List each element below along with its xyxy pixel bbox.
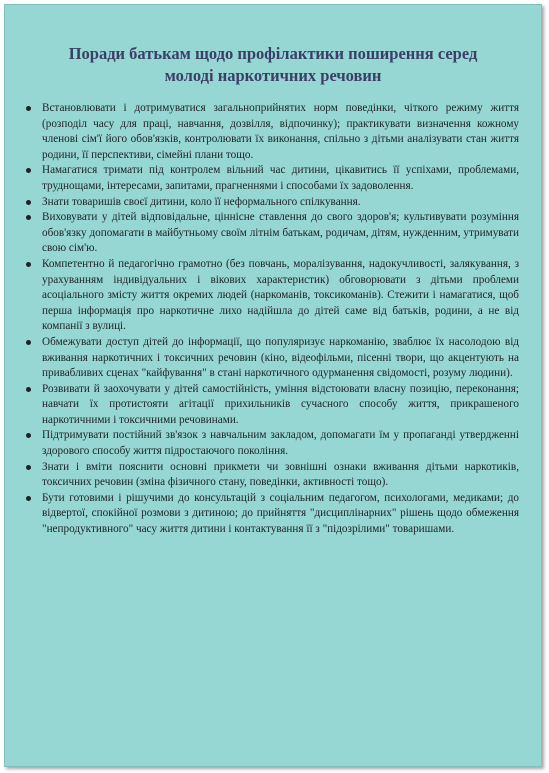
tip-item: Виховувати у дітей відповідальне, ціннісне ставлення до свого здоров'я; культивувати розуміння обов'язку допомагати в майбутньому своїм літнім батькам, родичам, дітям, нужденним, утримувати свою сім'ю. [24,210,519,257]
tip-item: Знати товаришів своєї дитини, коло її неформального спілкування. [24,195,519,211]
title-line-1: Поради батькам щодо профілактики поширення серед [68,44,478,63]
leaflet-page [4,4,542,767]
tip-item: Компетентно й педагогічно грамотно (без повчань, моралізування, надокучливості, залякування, з урахуванням індивідуальних і вікових характеристик) обговорювати з дітьми проблеми асоціального змісту життя окремих людей (наркоманів, токсикоманів). Стежити і намагатися, щоб перша інформація про наркотичне лихо надійшла до дітей саме від батьків, родини, а не від компанії з вулиці. [24,257,519,335]
tip-item: Підтримувати постійний зв'язок з навчальним закладом, допомагати їм у пропаганді утвердженні здорового способу життя підростаючого покоління. [24,428,519,459]
tips-list [24,101,519,538]
tip-item: Встановлювати і дотримуватися загальноприйнятих норм поведінки, чіткого режиму життя (розподіл часу для праці, навчання, дозвілля, відпочинку); практикувати визначення кожному членові сім'ї його обов'язків, контролювати їх виконання, спільно з дітьми аналізувати стан життя родини, її перспективи, сімейні плани тощо. [24,101,519,163]
title-line-2: молоді наркотичних речовин [164,66,382,85]
tip-item: Знати і вміти пояснити основні прикмети чи зовнішні ознаки вживання дітьми наркотиків, токсичних речовин (зміна фізичного стану, поведінки, активності тощо). [24,460,519,491]
tip-item: Обмежувати доступ дітей до інформації, що популяризує наркоманію, зваблює їх насолодою від вживання наркотичних і токсичних речовин (кіно, відеофільми, пісенні твори, що акцентують на привабливих сценах "кайфування" в стані наркотичного одурманення свідомості, розуму людини). [24,335,519,382]
tip-item: Бути готовими і рішучими до консультацій з соціальним педагогом, психологами, медиками; до відвертої, спокійної розмови з дитиною; до прийняття "дисциплінарних" рішень щодо обмеження "непродуктивного" часу життя дитини і контактування її з "підозрілими" товаришами. [24,491,519,538]
tip-item: Намагатися тримати під контролем вільний час дитини, цікавитись її успіхами, проблемами, труднощами, інтересами, запитами, прагненнями і способами їх задоволення. [24,163,519,194]
tip-item: Розвивати й заохочувати у дітей самостійність, уміння відстоювати власну позицію, переконання; навчати їх протистояти агітації прихильників сучасного способу життя, прикрашеного наркотичними і токсичними речовинами. [24,382,519,429]
page-title [35,43,511,87]
